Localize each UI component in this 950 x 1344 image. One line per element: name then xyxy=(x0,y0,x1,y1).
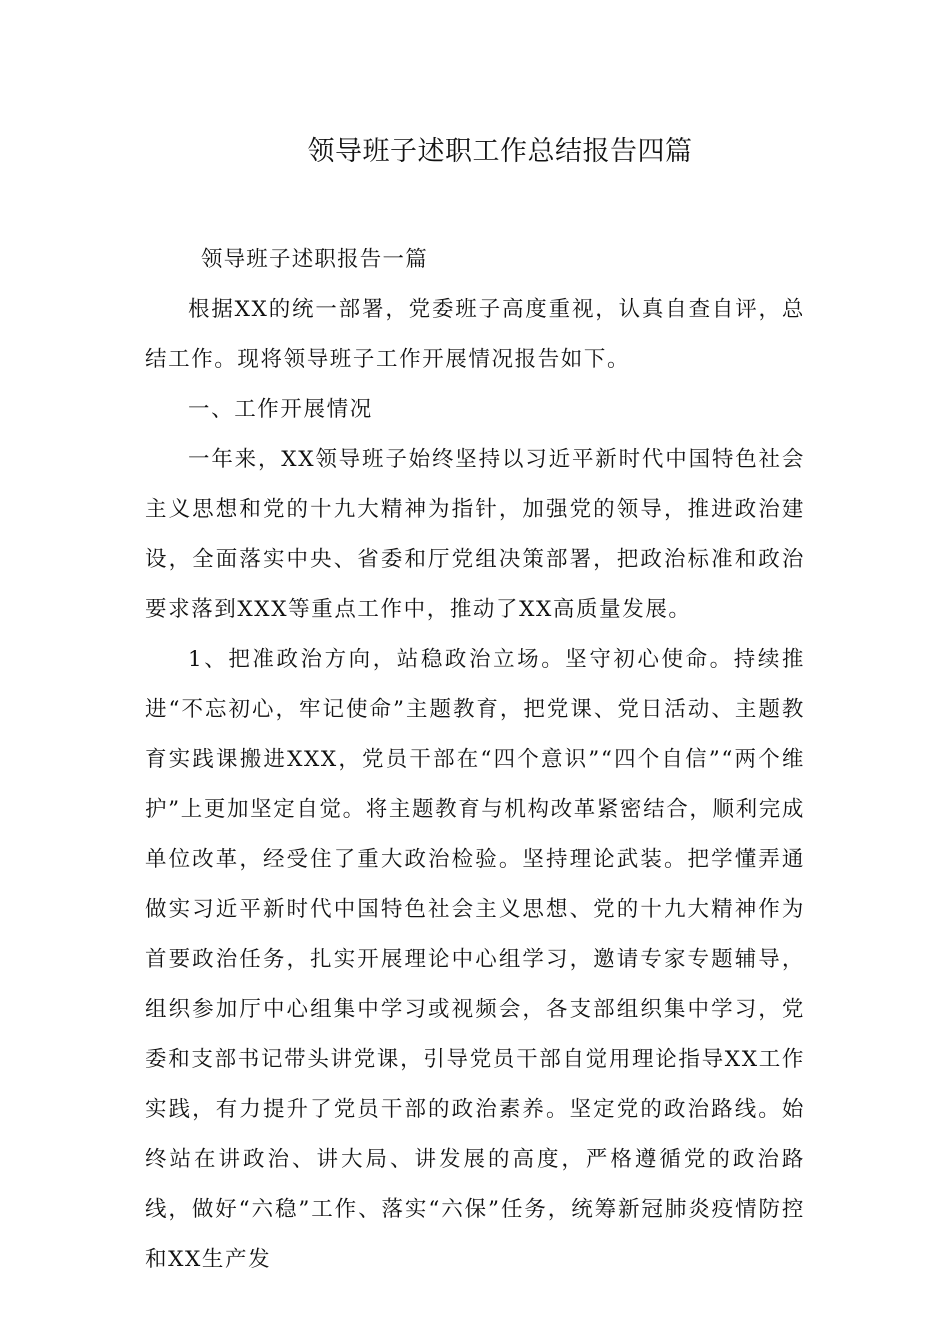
summary-paragraph: 一年来，XX领导班子始终坚持以习近平新时代中国特色社会主义思想和党的十九大精神为指针，加强党的领导，推进政治建设，全面落实中央、省委和厅党组决策部署，把政治标准和政治要求落到XXX等重点工作中，推动了XX高质量发展。 xyxy=(145,447,805,622)
section-subtitle: 领导班子述职报告一篇 xyxy=(200,247,428,272)
intro-paragraph: 根据XX的统一部署，党委班子高度重视，认真自查自评，总结工作。现将领导班子工作开展情况报告如下。 xyxy=(145,297,805,372)
document-body xyxy=(145,235,805,1285)
detail-paragraph: 1、把准政治方向，站稳政治立场。坚守初心使命。持续推进“不忘初心，牢记使命”主题教育，把党课、党日活动、主题教育实践课搬进XXX，党员干部在“四个意识”“四个自信”“两个维护”上更加坚定自觉。将主题教育与机构改革紧密结合，顺利完成单位改革，经受住了重大政治检验。坚持理论武装。把学懂弄通做实习近平新时代中国特色社会主义思想、党的十九大精神作为首要政治任务，扎实开展理论中心组学习，邀请专家专题辅导，组织参加厅中心组集中学习或视频会，各支部组织集中学习，党委和支部书记带头讲党课，引导党员干部自觉用理论指导XX工作实践，有力提升了党员干部的政治素养。坚定党的政治路线。始终站在讲政治、讲大局、讲发展的高度，严格遵循党的政治路线，做好“六稳”工作、落实“六保”任务，统筹新冠肺炎疫情防控和XX生产发 xyxy=(145,647,805,1272)
section-heading: 一、工作开展情况 xyxy=(188,397,373,422)
document-title: 领导班子述职工作总结报告四篇 xyxy=(307,136,693,167)
